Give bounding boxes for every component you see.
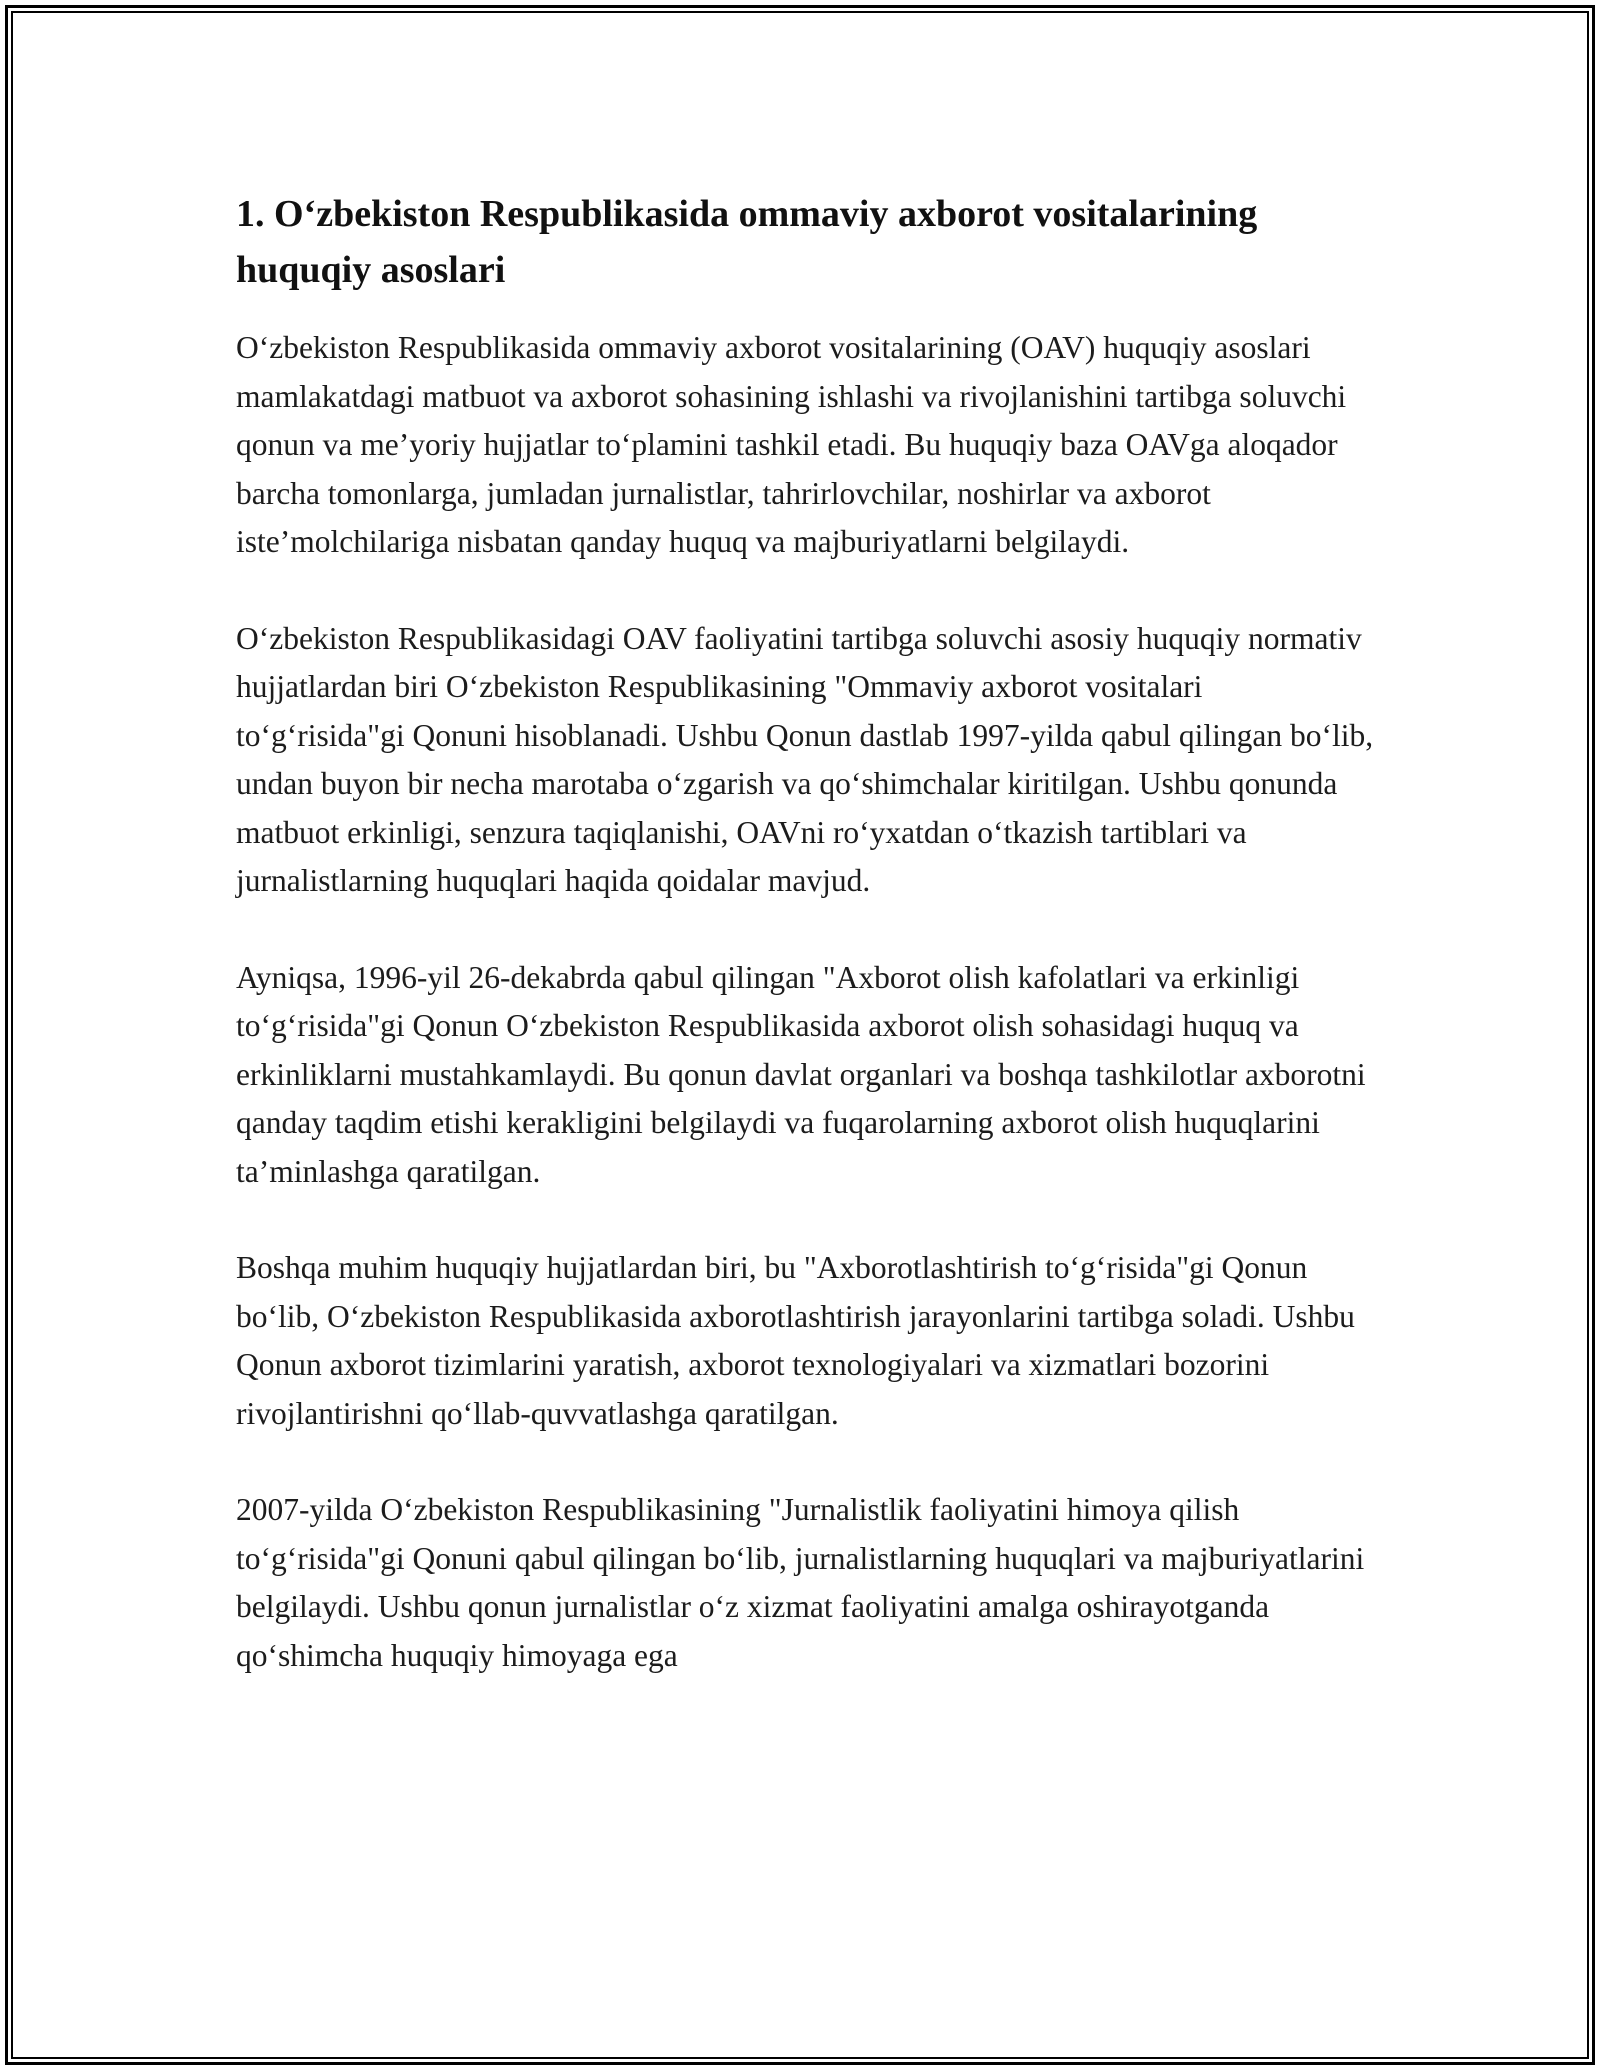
section-heading: 1. O‘zbekiston Respublikasida ommaviy axborot vositalarining huquqiy asoslari xyxy=(236,193,1258,291)
paragraph-intro: O‘zbekiston Respublikasida ommaviy axborot vositalarining (OAV) huquqiy asoslari mamlakatdagi matbuot va axborot sohasining ishlashi va rivojlanishini tartibga soluvchi qonun va me’yoriy hujjatlar to‘plamini tashkil etadi. Bu huquqiy baza OAVga aloqador barcha tomonlarga, jumladan jurnalistlar, tahrirlovchilar, noshirlar va axborot iste’molchilariga nisbatan qanday huquq va majburiyatlarni belgilaydi. xyxy=(236,330,1347,559)
paragraph-mass-media-law: O‘zbekiston Respublikasidagi OAV faoliyatini tartibga soluvchi asosiy huquqiy normativ hujjatlardan biri O‘zbekiston Respublikasining "Ommaviy axborot vositalari to‘g‘risida"gi Qonuni hisoblanadi. Ushbu Qonun dastlab 1997-yilda qabul qilingan bo‘lib, undan buyon bir necha marotaba o‘zgarish va qo‘shimchalar kiritilgan. Ushbu qonunda matbuot erkinligi, senzura taqiqlanishi, OAVni ro‘yxatdan o‘tkazish tartiblari va jurnalistlarning huquqlari haqida qoidalar mavjud. xyxy=(236,620,1374,898)
paragraph-informatization-law: Boshqa muhim huquqiy hujjatlardan biri, bu "Axborotlashtirish to‘g‘risida"gi Qonun bo‘lib, O‘zbekiston Respublikasida axborotlashtirish jarayonlarini tartibga soladi. Ushbu Qonun axborot tizimlarini yaratish, axborot texnologiyalari va xizmatlari bozorini rivojlantirishni qo‘llab-quvvatlashga qaratilgan. xyxy=(236,1250,1355,1431)
document-body xyxy=(236,186,1376,1728)
paragraph-journalist-protection-law: 2007-yilda O‘zbekiston Respublikasining "Jurnalistlik faoliyatini himoya qilish to‘g‘risida"gi Qonuni qabul qilingan bo‘lib, jurnalistlarning huquqlari va majburiyatlarini belgilaydi. Ushbu qonun jurnalistlar o‘z xizmat faoliyatini amalga oshirayotganda qo‘shimcha huquqiy himoyaga ega xyxy=(236,1492,1365,1673)
paragraph-information-access-law: Ayniqsa, 1996-yil 26-dekabrda qabul qilingan "Axborot olish kafolatlari va erkinligi to‘g‘risida"gi Qonun O‘zbekiston Respublikasida axborot olish sohasidagi huquq va erkinliklarni mustahkamlaydi. Bu qonun davlat organlari va boshqa tashkilotlar axborotni qanday taqdim etishi kerakligini belgilaydi va fuqarolarning axborot olish huquqlarini ta’minlashga qaratilgan. xyxy=(236,959,1366,1189)
